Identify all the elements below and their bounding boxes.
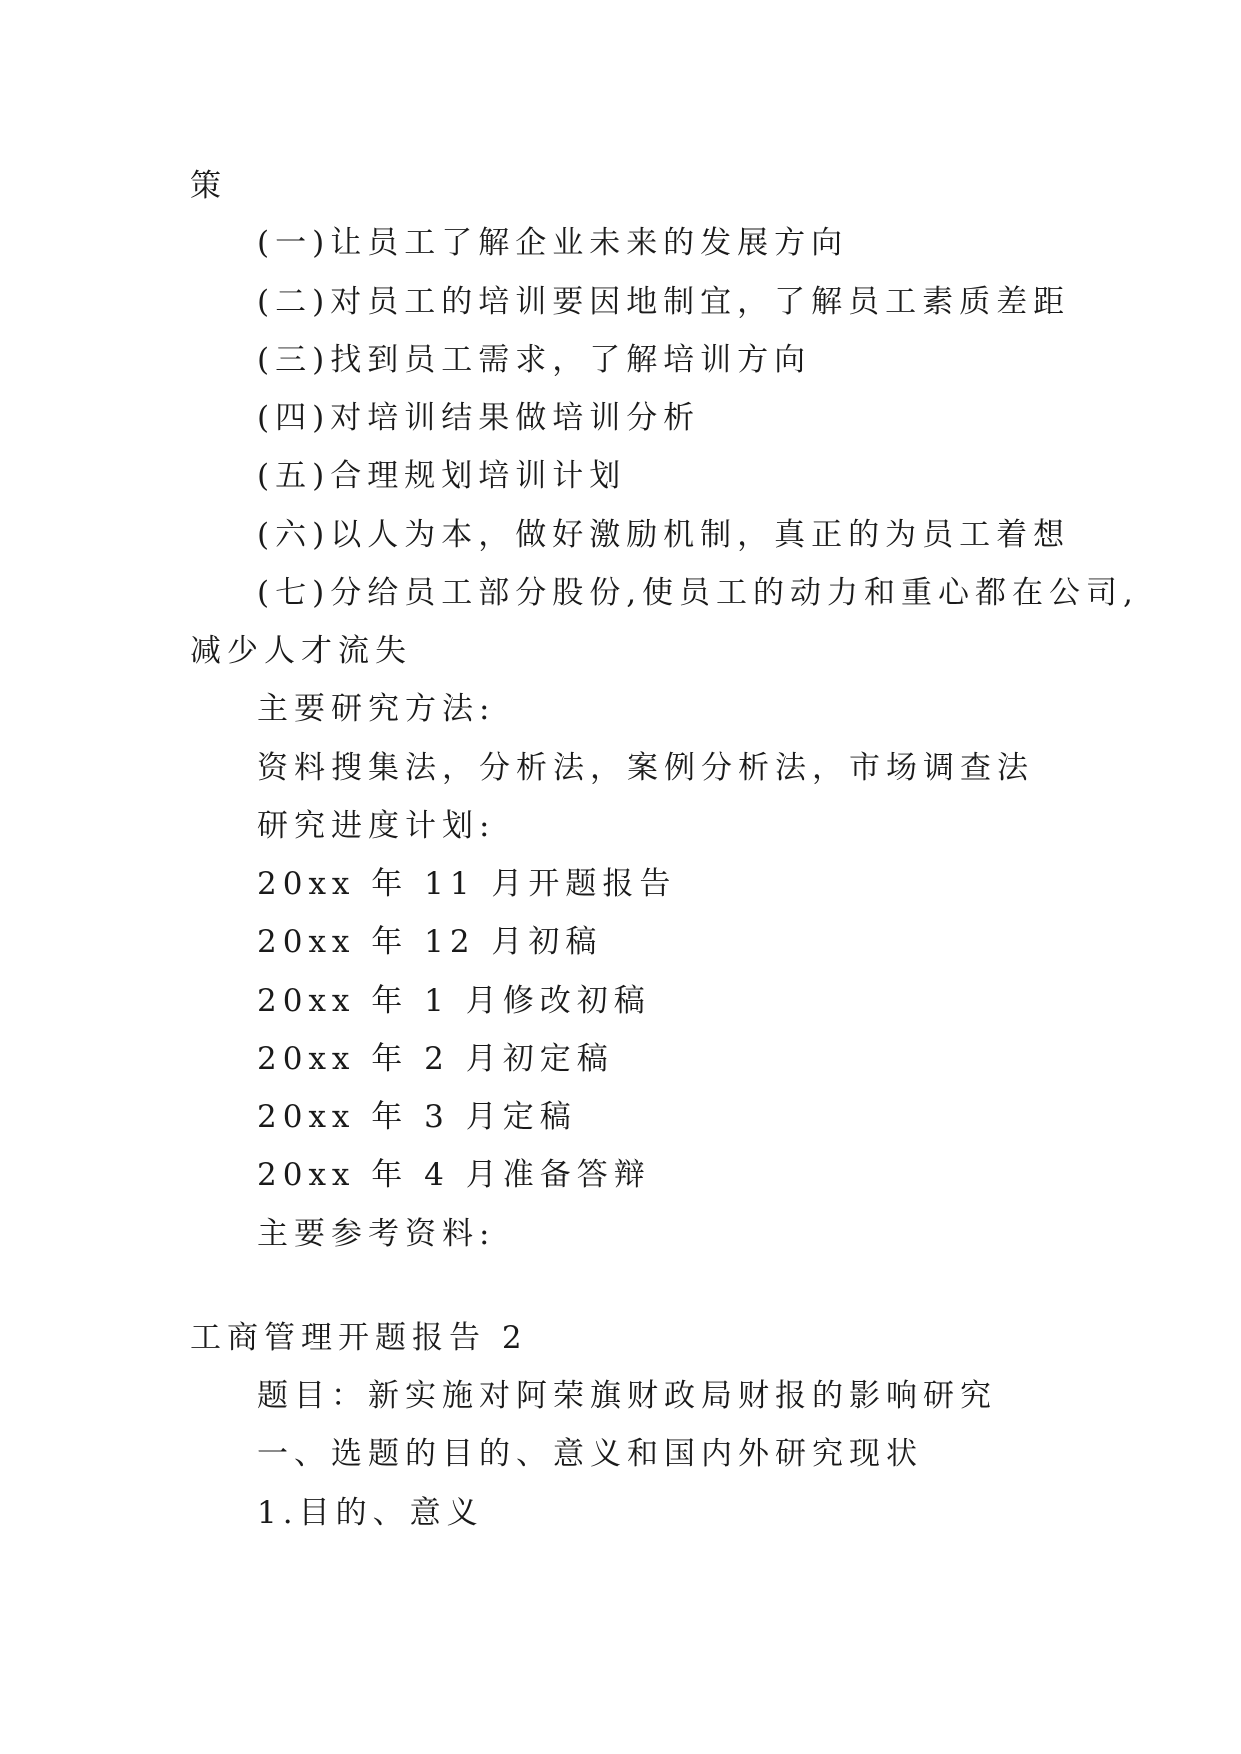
text-line: 主要参考资料: bbox=[257, 1216, 496, 1252]
text-line: 20xx 年 12 月初稿 bbox=[257, 924, 603, 960]
text-line: 一、选题的目的、意义和国内外研究现状 bbox=[257, 1436, 923, 1472]
text-line: (四)对培训结果做培训分析 bbox=[257, 400, 701, 436]
text-line: 题目：新实施对阿荣旗财政局财报的影响研究 bbox=[257, 1378, 997, 1414]
text-line: (六)以人为本，做好激励机制，真正的为员工着想 bbox=[257, 517, 1071, 553]
text-line: 策 bbox=[190, 168, 227, 204]
text-line: (一)让员工了解企业未来的发展方向 bbox=[257, 225, 849, 261]
text-line: 减少人才流失 bbox=[190, 633, 412, 669]
text-line: 20xx 年 11 月开题报告 bbox=[257, 866, 677, 902]
text-line: 1.目的、意义 bbox=[257, 1495, 484, 1531]
text-line: (五)合理规划培训计划 bbox=[257, 458, 627, 494]
text-line: 20xx 年 4 月准备答辩 bbox=[257, 1157, 651, 1193]
text-line: (三)找到员工需求，了解培训方向 bbox=[257, 342, 812, 378]
text-line: (二)对员工的培训要因地制宜，了解员工素质差距 bbox=[257, 284, 1071, 320]
text-line: 资料搜集法，分析法，案例分析法，市场调查法 bbox=[257, 750, 1034, 786]
section-heading: 工商管理开题报告 2 bbox=[190, 1320, 528, 1356]
text-line: (七)分给员工部分股份,使员工的动力和重心都在公司, bbox=[257, 575, 1139, 611]
text-line: 20xx 年 3 月定稿 bbox=[257, 1099, 577, 1135]
text-line: 20xx 年 1 月修改初稿 bbox=[257, 983, 651, 1019]
text-line: 主要研究方法: bbox=[257, 691, 496, 727]
text-line: 20xx 年 2 月初定稿 bbox=[257, 1041, 614, 1077]
text-line: 研究进度计划: bbox=[257, 808, 496, 844]
